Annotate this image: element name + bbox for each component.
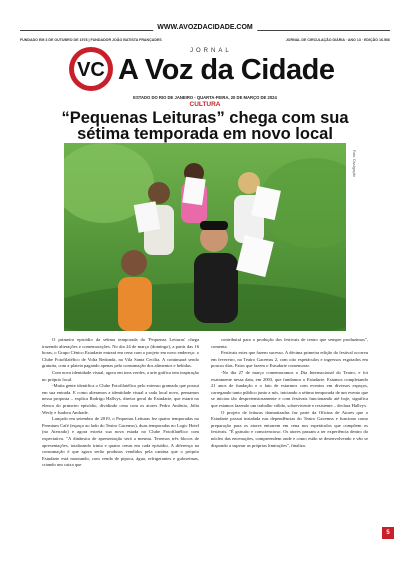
photo-credit: Foto: Divulgação <box>352 150 356 177</box>
headline-line-1: “Pequenas Leituras” chega com sua <box>61 109 349 127</box>
circulation-info: JORNAL DE CIRCULAÇÃO DIÁRIA · ANO 13 · EDIÇÃO 16.566 <box>285 38 390 42</box>
paragraph: contribuirá para a produção dos festivais de teatro que sempre produzimos", comenta. <box>211 337 368 349</box>
headline-line-2: sétima temporada em novo local <box>77 125 333 143</box>
actors-photo-illustration <box>64 143 346 331</box>
logo-letters: VC <box>77 59 105 81</box>
article-column-left <box>42 337 199 469</box>
article-body <box>42 337 368 469</box>
paragraph: Festivais estes que fazem sucesso. A décima primeira edição do festival ocorreu em fevereiro, no Teatro Gacemss 2, com oito espetáculos e ingressos esgotados em poucos dias. Fatos que fazem o Estudarte comemorar. <box>211 350 368 369</box>
top-bar <box>20 24 390 35</box>
paragraph: -Muita gente identifica o Clube Fotofilatélico pelo extenso gramado que possui em sua entrada. E como alteramos a identidade visual a cada local novo, pensamos nessa proposta – explica Rodrigo Hallvys, diretor geral do Estudarte, que estará no elenco do primeiro episódio, dividindo cena com os atores Pedro Antônio, Júlia Werly e Isadora Andrade. <box>42 383 199 415</box>
article-column-right <box>211 337 368 469</box>
paragraph: O projeto de leituras dramatizadas faz parte da Oficina de Atores que o Estudarte possui instalada nas dependências do Teatro Gacemss e funciona como preparação para os atores entrarem em cena nos espetáculos que compõem os festivais. "É gratuito e consciencioso. Os atores passam a ter experiência dentro do núcleo das encenações, compreendem onde e como estão se desenvolvendo e vão se dispondo a superar as próprias limitações", finaliza. <box>211 409 368 448</box>
newspaper-title: A Voz da Cidade <box>118 54 335 86</box>
paragraph: -No dia 27 de março comemoramos o Dia Internacional do Teatro, e foi exatamente nessa data, em 2003, que fundamos o Estudarte. Estamos completando 21 anos de fundação e o fato de estarmos com eventos em diversos espaços, carregando tanto público junto a nós, iniciando a sétima temporada de um evento que se iniciou tão despretensiosamente e com festivais funcionando até hoje, significa que estamos fazendo um trabalho válido, sobrevivente e resistente – declara Hallvys. <box>211 369 368 408</box>
paragraph: Lançado em setembro de 2019, o Pequenas Leituras fez quatro temporadas no Premium Café (espaço ao lado do Teatro Gacemss), duas temporadas no Logic Hotel (no Aterrado) e agora estreia sua nova estada no Clube Fotofilatélico com expectativa. "A dinâmica de apresentação será a mesma. Teremos três blocos de apresentações, totalizando trinta e quatro cenas em cada episódio. A diferença na consumação é que agora serão produtos vendidos pela cantina que o próprio Estudarte está montando, com venda de pipoca, água, refrigerantes e guloseimas, criando um caixa que <box>42 416 199 468</box>
page-number: 5 <box>382 527 394 539</box>
dateline: ESTADO DO RIO DE JANEIRO - QUARTA-FEIRA, 20 DE MARÇO DE 2024 <box>133 95 277 100</box>
paragraph: Com nova identidade visual, agora em tons verdes, a arte gráfica tem inspiração no próprio local. <box>42 369 199 382</box>
site-url[interactable]: WWW.AVOZDACIDADE.COM <box>153 24 257 31</box>
masthead <box>20 44 390 92</box>
article-headline <box>30 110 380 142</box>
article-photo <box>64 143 346 331</box>
jornal-label: JORNAL <box>190 48 232 54</box>
founded-info: FUNDADO EM 3 DE OUTUBRO DE 1978 | FUNDADOR JOÃO BATISTA FRANÇADES <box>20 38 162 42</box>
paragraph: O primeiro episódio da sétima temporada do 'Pequenas Leituras' chega trazendo alterações e comemorações. No dia 24 de março (domingo), a partir das 16 horas, o Grupo Cênico Estudarte entrará em cena com o projeto em novo endereço: o Clube Fotofilatélico de Volta Redonda, na Vila Santa Cecília. A continuará sendo gratuita, com a plateia pagando apenas pela consumação dos alimentos e bebidas. <box>42 337 199 369</box>
section-label: CULTURA <box>189 101 221 108</box>
newspaper-logo <box>68 46 114 92</box>
